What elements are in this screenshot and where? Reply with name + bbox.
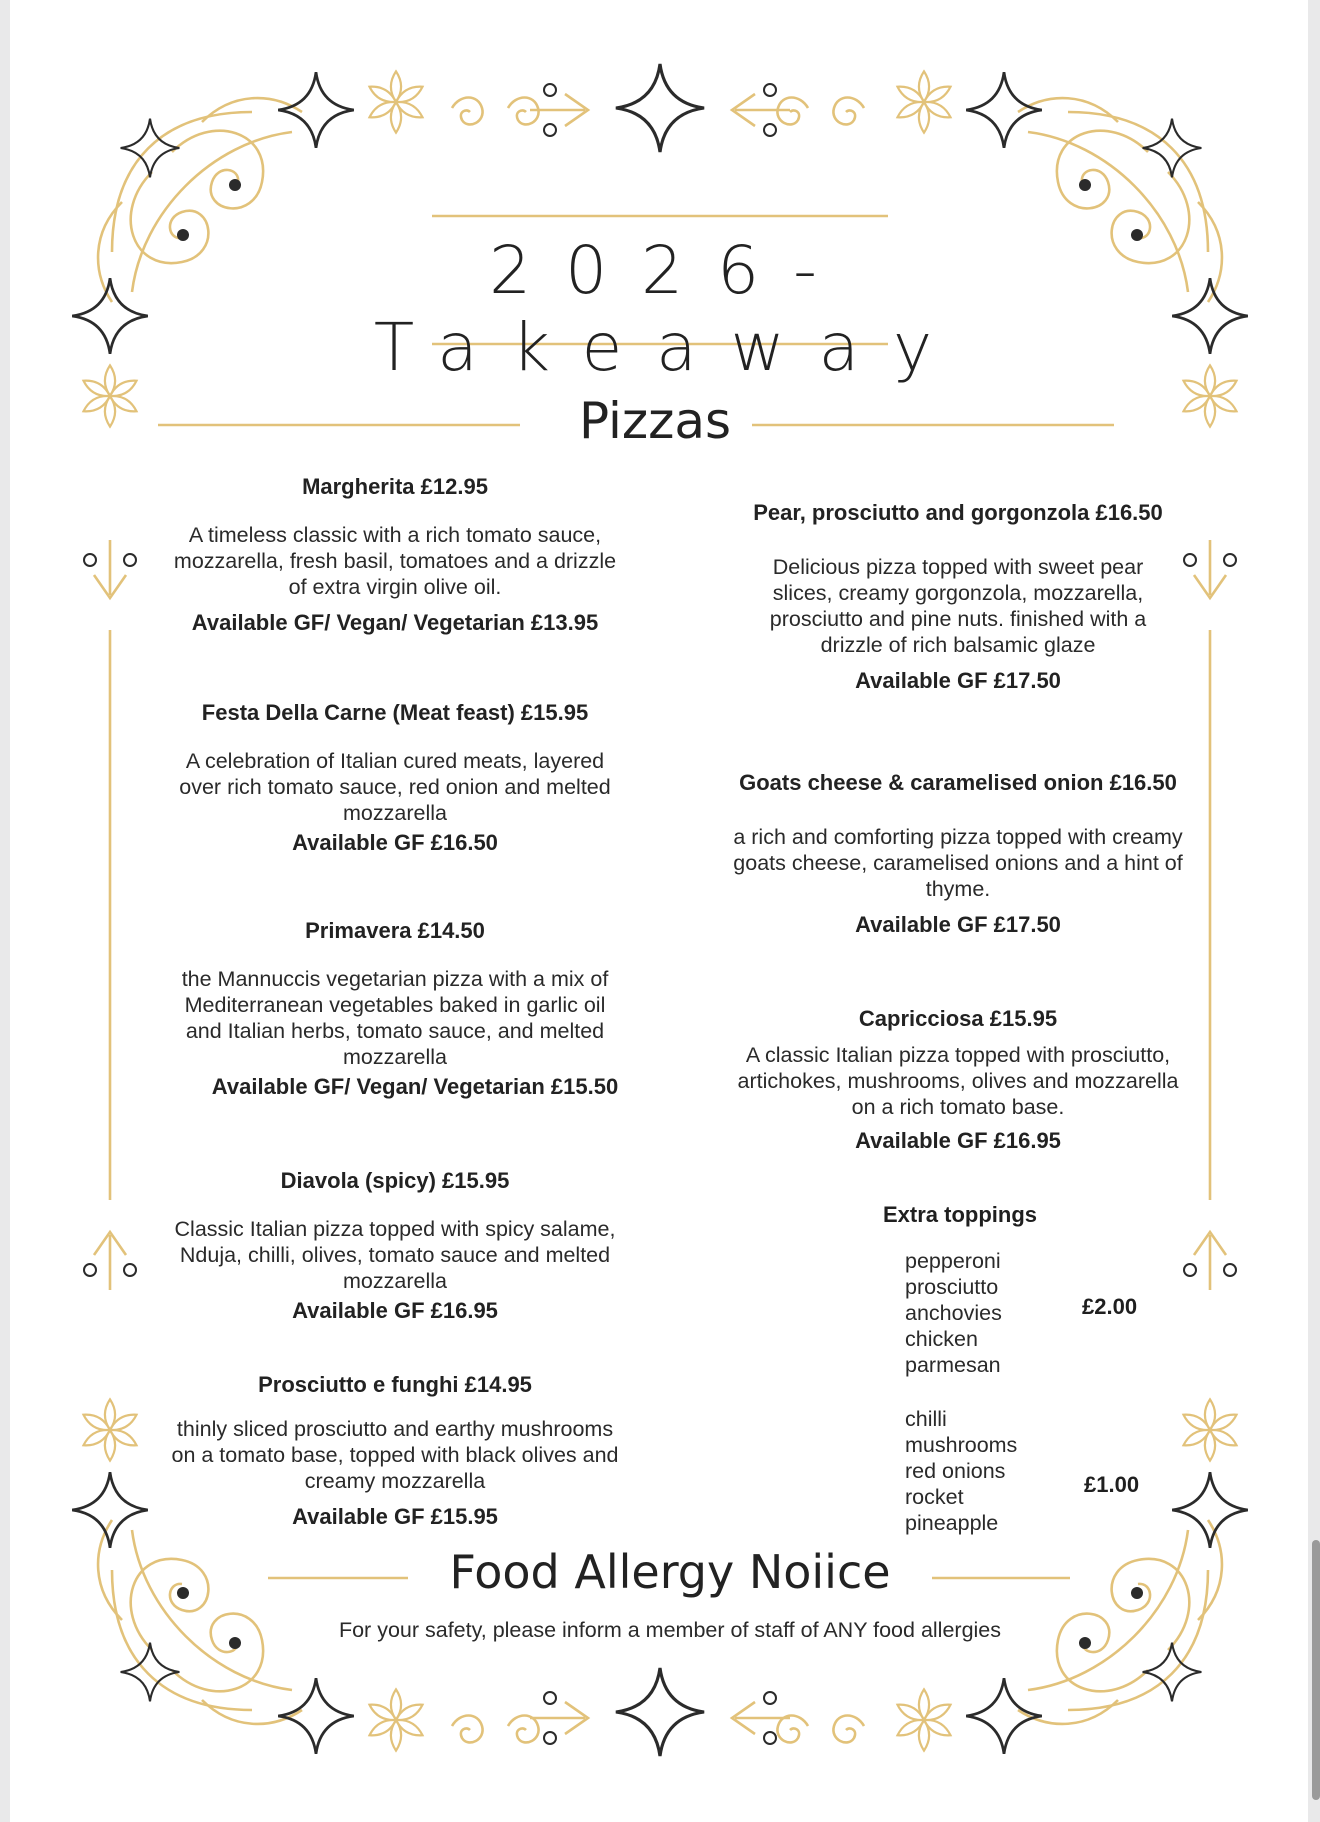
menu-item-diavola xyxy=(150,1168,640,1324)
menu-item-festa-della-carne xyxy=(150,700,640,856)
item-name: Prosciutto e funghi £14.95 xyxy=(258,1372,532,1397)
item-description: the Mannuccis vegetarian pizza with a mix of Mediterranean vegetables baked in garlic oil and Italian herbs, tomato sauce, and melted mozzarella xyxy=(181,967,609,1069)
item-description: A classic Italian pizza topped with prosciutto, artichokes, mushrooms, olives and mozzarella on a rich tomato base. xyxy=(737,1043,1179,1119)
menu-item-prosciutto-e-funghi xyxy=(150,1372,640,1530)
allergy-notice-text: For your safety, please inform a member of staff of ANY food allergies xyxy=(338,1618,1002,1642)
item-name: Goats cheese & caramelised onion £16.50 xyxy=(739,770,1177,795)
extra-toppings-list-2 xyxy=(905,1406,1065,1536)
menu-item-capricciosa xyxy=(712,1006,1204,1154)
topping-item: red onions xyxy=(905,1459,1006,1483)
item-availability: Available GF £15.95 xyxy=(292,1504,498,1529)
item-availability: Available GF £17.50 xyxy=(855,668,1061,693)
topping-item: pepperoni xyxy=(905,1249,1001,1273)
item-name: Capricciosa £15.95 xyxy=(858,1006,1058,1031)
topping-item: rocket xyxy=(905,1485,964,1509)
item-availability: Available GF/ Vegan/ Vegetarian £15.50 xyxy=(211,1074,619,1099)
topping-item: mushrooms xyxy=(905,1433,1018,1457)
item-name: Diavola (spicy) £15.95 xyxy=(280,1168,510,1193)
extra-toppings-title: Extra toppings xyxy=(882,1202,1037,1227)
item-description: A timeless classic with a rich tomato sauce, mozzarella, fresh basil, tomatoes and a drizzle of extra virgin olive oil. xyxy=(173,523,617,599)
item-availability: Available GF £16.50 xyxy=(292,830,498,855)
item-availability: Available GF/ Vegan/ Vegetarian £13.95 xyxy=(191,610,599,635)
topping-item: prosciutto xyxy=(905,1275,999,1299)
menu-item-pear-prosciutto-gorgonzola xyxy=(712,500,1204,694)
item-name: Primavera £14.50 xyxy=(305,918,485,943)
topping-item: parmesan xyxy=(905,1353,1001,1377)
item-description: thinly sliced prosciutto and earthy mushrooms on a tomato base, topped with black olives and creamy mozzarella xyxy=(171,1417,619,1493)
menu-item-goats-cheese-caramelised-onion xyxy=(712,770,1204,938)
allergy-notice-title: Food Allergy Noiice xyxy=(449,1545,891,1599)
item-name: Festa Della Carne (Meat feast) £15.95 xyxy=(201,700,589,725)
item-availability: Available GF £16.95 xyxy=(292,1298,498,1323)
topping-item: chilli xyxy=(905,1407,947,1431)
item-description: Classic Italian pizza topped with spicy salame, Nduja, chilli, olives, tomato sauce and melted mozzarella xyxy=(174,1217,616,1293)
section-title-pizzas: Pizzas xyxy=(578,392,732,450)
item-availability: Available GF £17.50 xyxy=(855,912,1061,937)
item-description: a rich and comforting pizza topped with creamy goats cheese, caramelised onions and a hint of thyme. xyxy=(733,825,1183,901)
menu-item-margherita xyxy=(150,474,640,636)
item-availability: Available GF £16.95 xyxy=(855,1128,1061,1153)
item-description: A celebration of Italian cured meats, layered over rich tomato sauce, red onion and melted mozzarella xyxy=(179,749,611,825)
topping-item: anchovies xyxy=(905,1301,1002,1325)
topping-item: chicken xyxy=(905,1327,978,1351)
extra-toppings-price-2: £1.00 xyxy=(1084,1472,1140,1497)
item-description: Delicious pizza topped with sweet pear slices, creamy gorgonzola, mozzarella, prosciutto and pine nuts. finished with a drizzle of rich balsamic glaze xyxy=(769,555,1147,657)
menu-title: 2026- Takeaway xyxy=(373,232,967,386)
topping-item: pineapple xyxy=(905,1511,999,1535)
item-name: Pear, prosciutto and gorgonzola £16.50 xyxy=(753,500,1163,525)
extra-toppings-list-1 xyxy=(905,1248,1065,1378)
menu-item-primavera xyxy=(150,918,640,1100)
item-name: Margherita £12.95 xyxy=(302,474,488,499)
extra-toppings-price-1: £2.00 xyxy=(1082,1294,1138,1319)
